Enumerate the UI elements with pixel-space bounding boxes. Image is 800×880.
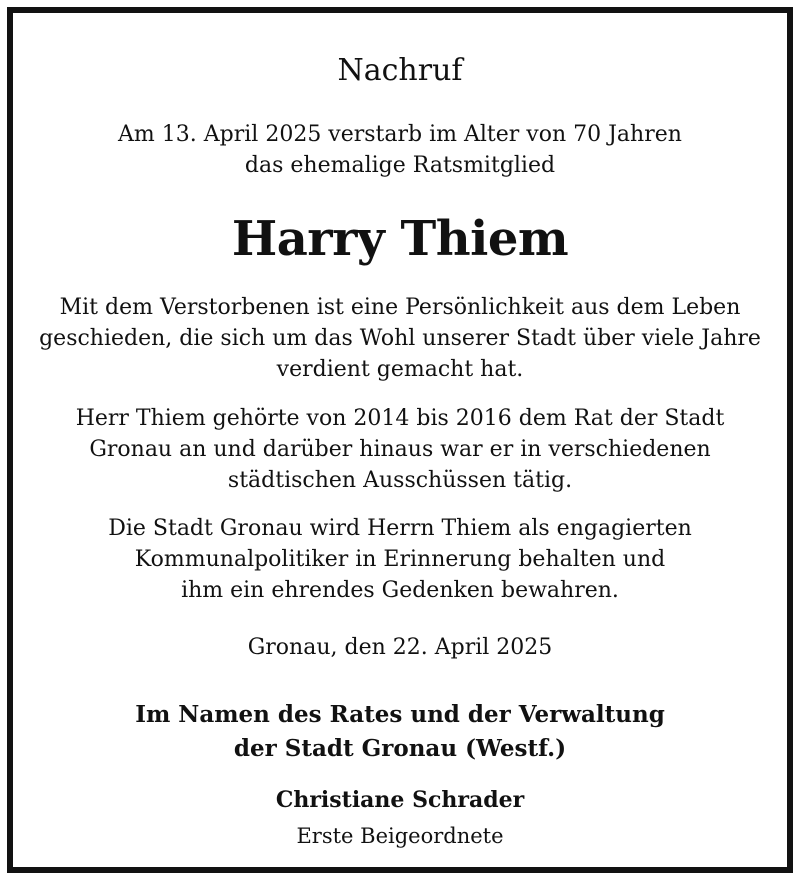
paragraph-line: Mit dem Verstorbenen ist eine Persönlichkeit aus dem Leben: [59, 295, 741, 320]
paragraph-line: Gronau an und darüber hinaus war er in verschiedenen: [89, 437, 711, 462]
intro-line: das ehemalige Ratsmitglied: [244, 153, 556, 178]
place-and-date: [13, 632, 787, 663]
paragraph-line: verdient gemacht hat.: [276, 357, 524, 382]
deceased-name-text: Harry Thiem: [231, 211, 569, 267]
paragraph-line: Kommunalpolitiker in Erinnerung behalten und: [134, 547, 666, 572]
signer-title: [13, 821, 787, 851]
obituary-content: [13, 13, 787, 867]
notice-heading-text: Nachruf: [337, 53, 463, 88]
obituary-notice-frame: [7, 7, 793, 873]
paragraph-line: geschieden, die sich um das Wohl unserer Stadt über viele Jahre: [39, 326, 761, 351]
signoff-block: [13, 698, 787, 766]
paragraph-line: Herr Thiem gehörte von 2014 bis 2016 dem Rat der Stadt: [75, 406, 725, 431]
notice-heading: [13, 53, 787, 89]
paragraph-remembrance: [13, 513, 787, 606]
intro-text: [13, 119, 787, 181]
deceased-name: [13, 209, 787, 269]
paragraph-tribute: [13, 292, 787, 385]
place-and-date-text: Gronau, den 22. April 2025: [247, 635, 553, 660]
intro-line: Am 13. April 2025 verstarb im Alter von 70 Jahren: [118, 122, 682, 147]
paragraph-line: städtischen Ausschüssen tätig.: [227, 468, 573, 493]
signer-name: [13, 785, 787, 815]
paragraph-council-service: [13, 403, 787, 496]
signer-title-text: Erste Beigeordnete: [296, 824, 504, 848]
paragraph-line: ihm ein ehrendes Gedenken bewahren.: [181, 578, 619, 603]
signoff-line: der Stadt Gronau (Westf.): [233, 735, 567, 762]
paragraph-line: Die Stadt Gronau wird Herrn Thiem als engagierten: [108, 516, 692, 541]
signer-name-text: Christiane Schrader: [275, 787, 525, 813]
signoff-line: Im Namen des Rates und der Verwaltung: [135, 701, 665, 728]
